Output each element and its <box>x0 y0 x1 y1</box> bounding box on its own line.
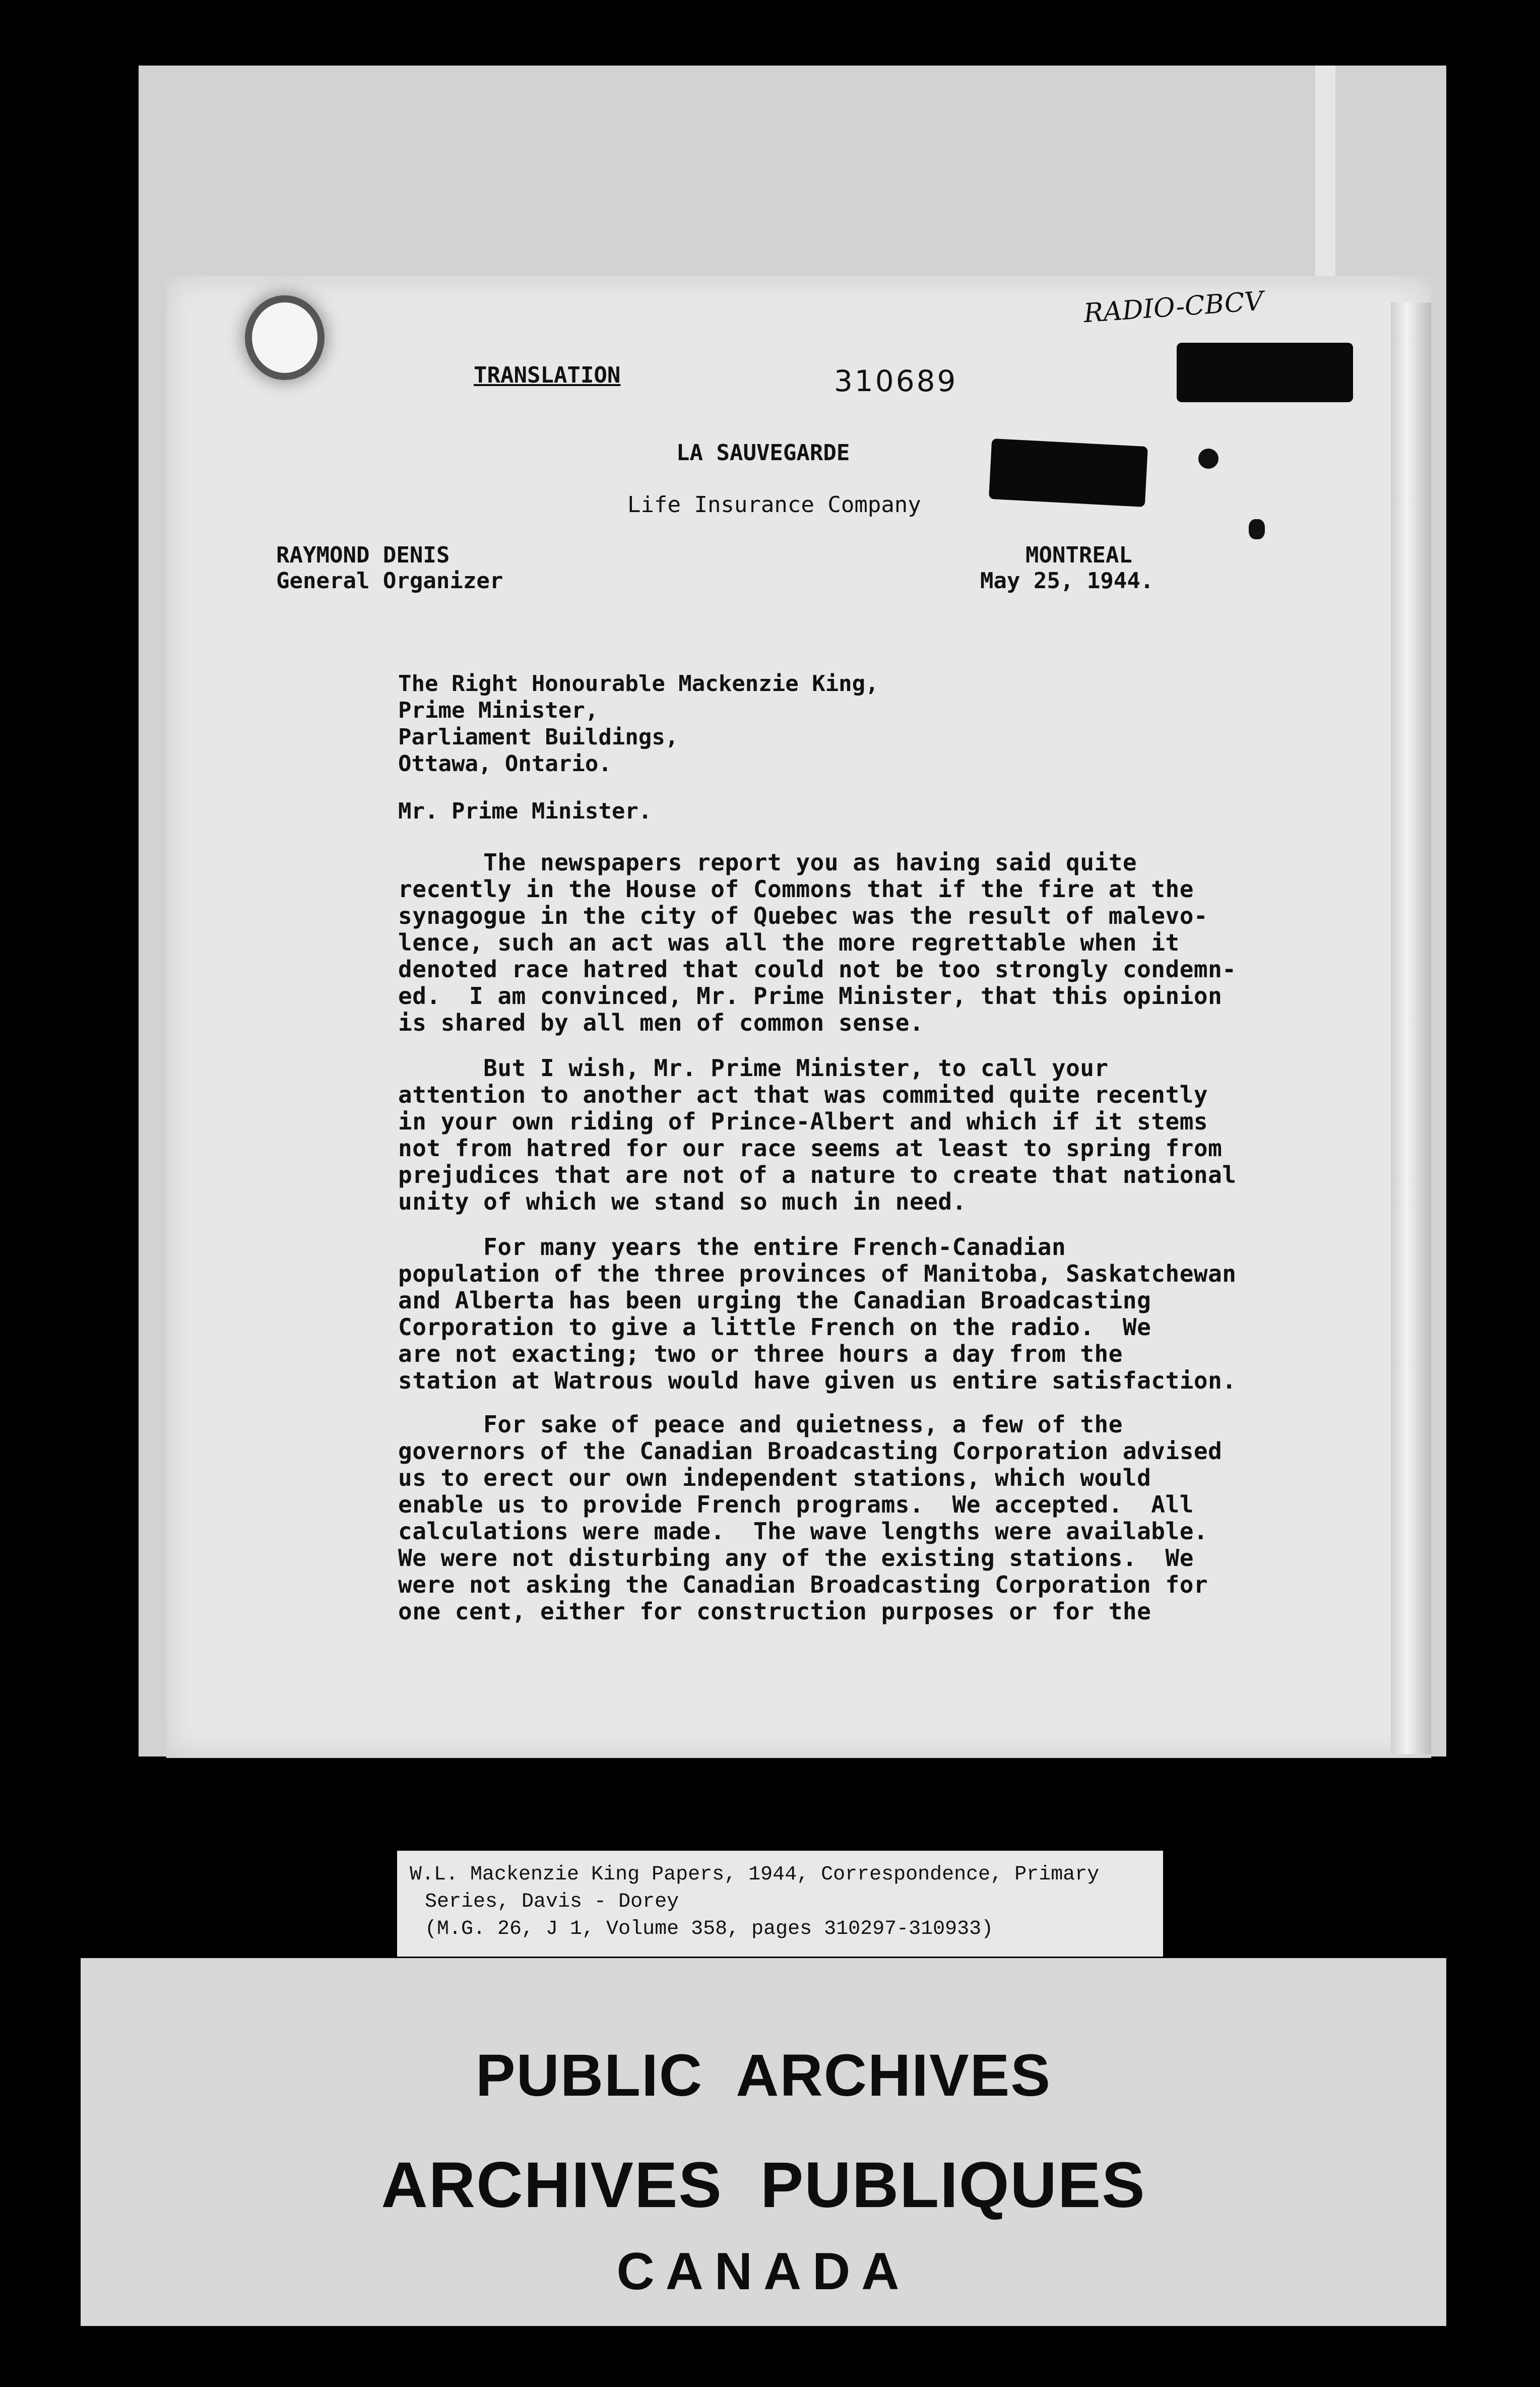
banner-line-archives-publiques: ARCHIVES PUBLIQUES <box>381 2149 1146 2221</box>
body-line: denoted race hatred that could not be too strongly condemn- <box>398 956 1237 983</box>
ink-blot <box>1198 449 1218 469</box>
body-line: attention to another act that was commited quite recently <box>398 1081 1208 1108</box>
banner-line-canada: CANADA <box>616 2242 911 2301</box>
body-line: and Alberta has been urging the Canadian Broadcasting <box>398 1287 1151 1314</box>
company-type: Life Insurance Company <box>627 492 921 518</box>
address-line: Ottawa, Ontario. <box>398 751 612 777</box>
body-line: recently in the House of Commons that if the fire at the <box>398 875 1194 903</box>
punch-hole <box>252 302 317 373</box>
body-line: station at Watrous would have given us entire satisfaction. <box>398 1367 1237 1394</box>
body-line: For many years the entire French-Canadian <box>398 1233 1066 1261</box>
body-line: For sake of peace and quietness, a few of the <box>398 1411 1123 1438</box>
body-line: But I wish, Mr. Prime Minister, to call your <box>398 1054 1109 1082</box>
handwritten-note: RADIO-CBCV <box>1082 286 1265 329</box>
address-line: Parliament Buildings, <box>398 724 679 750</box>
backing-sheet-edge <box>1315 66 1335 302</box>
citation-line: W.L. Mackenzie King Papers, 1944, Correspondence, Primary <box>410 1863 1100 1886</box>
body-line: governors of the Canadian Broadcasting Corporation advised <box>398 1437 1223 1465</box>
body-line: in your own riding of Prince-Albert and which if it stems <box>398 1108 1208 1135</box>
body-line: calculations were made. The wave lengths were available. <box>398 1518 1208 1545</box>
redaction-middle <box>989 438 1148 507</box>
body-line: population of the three provinces of Manitoba, Saskatchewan <box>398 1260 1237 1287</box>
paragraph-2 <box>398 1055 1236 1215</box>
banner-line-public-archives: PUBLIC ARCHIVES <box>475 2042 1052 2109</box>
body-line: not from hatred for our race seems at least to spring from <box>398 1135 1223 1162</box>
body-line: were not asking the Canadian Broadcasting Corporation for <box>398 1571 1208 1598</box>
sender-name: RAYMOND DENIS <box>276 542 450 568</box>
address-block <box>398 670 879 777</box>
letter-date: May 25, 1944. <box>980 568 1154 594</box>
body-line: unity of which we stand so much in need. <box>398 1188 967 1215</box>
salutation: Mr. Prime Minister. <box>398 798 652 824</box>
address-line: The Right Honourable Mackenzie King, <box>398 671 879 697</box>
body-line: one cent, either for construction purposes or for the <box>398 1598 1151 1625</box>
body-line: We were not disturbing any of the existing stations. We <box>398 1544 1194 1572</box>
body-line: synagogue in the city of Quebec was the result of malevo- <box>398 902 1208 929</box>
citation-line: Series, Davis - Dorey <box>425 1891 679 1913</box>
address-line: Prime Minister, <box>398 698 599 723</box>
body-line: are not exacting; two or three hours a day from the <box>398 1340 1123 1367</box>
paragraph-4 <box>398 1411 1222 1625</box>
paragraph-3 <box>398 1234 1236 1394</box>
document-number: 310689 <box>834 364 958 398</box>
company-name: LA SAUVEGARDE <box>676 440 850 466</box>
body-line: ed. I am convinced, Mr. Prime Minister, that this opinion <box>398 982 1223 1010</box>
body-line: enable us to provide French programs. We accepted. All <box>398 1491 1194 1518</box>
citation-label <box>397 1851 1163 1957</box>
redaction-top-right <box>1177 343 1353 402</box>
body-line: us to erect our own independent stations, which would <box>398 1464 1151 1491</box>
ink-blot <box>1249 519 1265 539</box>
translation-heading: TRANSLATION <box>474 362 621 388</box>
body-line: is shared by all men of common sense. <box>398 1009 924 1036</box>
body-line: Corporation to give a little French on the radio. We <box>398 1313 1151 1341</box>
sender-title: General Organizer <box>276 568 503 594</box>
body-line: prejudices that are not of a nature to create that national <box>398 1161 1237 1188</box>
place: MONTREAL <box>1025 542 1132 568</box>
paragraph-1 <box>398 849 1236 1036</box>
body-line: The newspapers report you as having said quite <box>398 849 1137 876</box>
page-curl <box>1391 302 1431 1754</box>
body-line: lence, such an act was all the more regrettable when it <box>398 929 1180 956</box>
citation-line: (M.G. 26, J 1, Volume 358, pages 310297-310933) <box>425 1918 994 1940</box>
